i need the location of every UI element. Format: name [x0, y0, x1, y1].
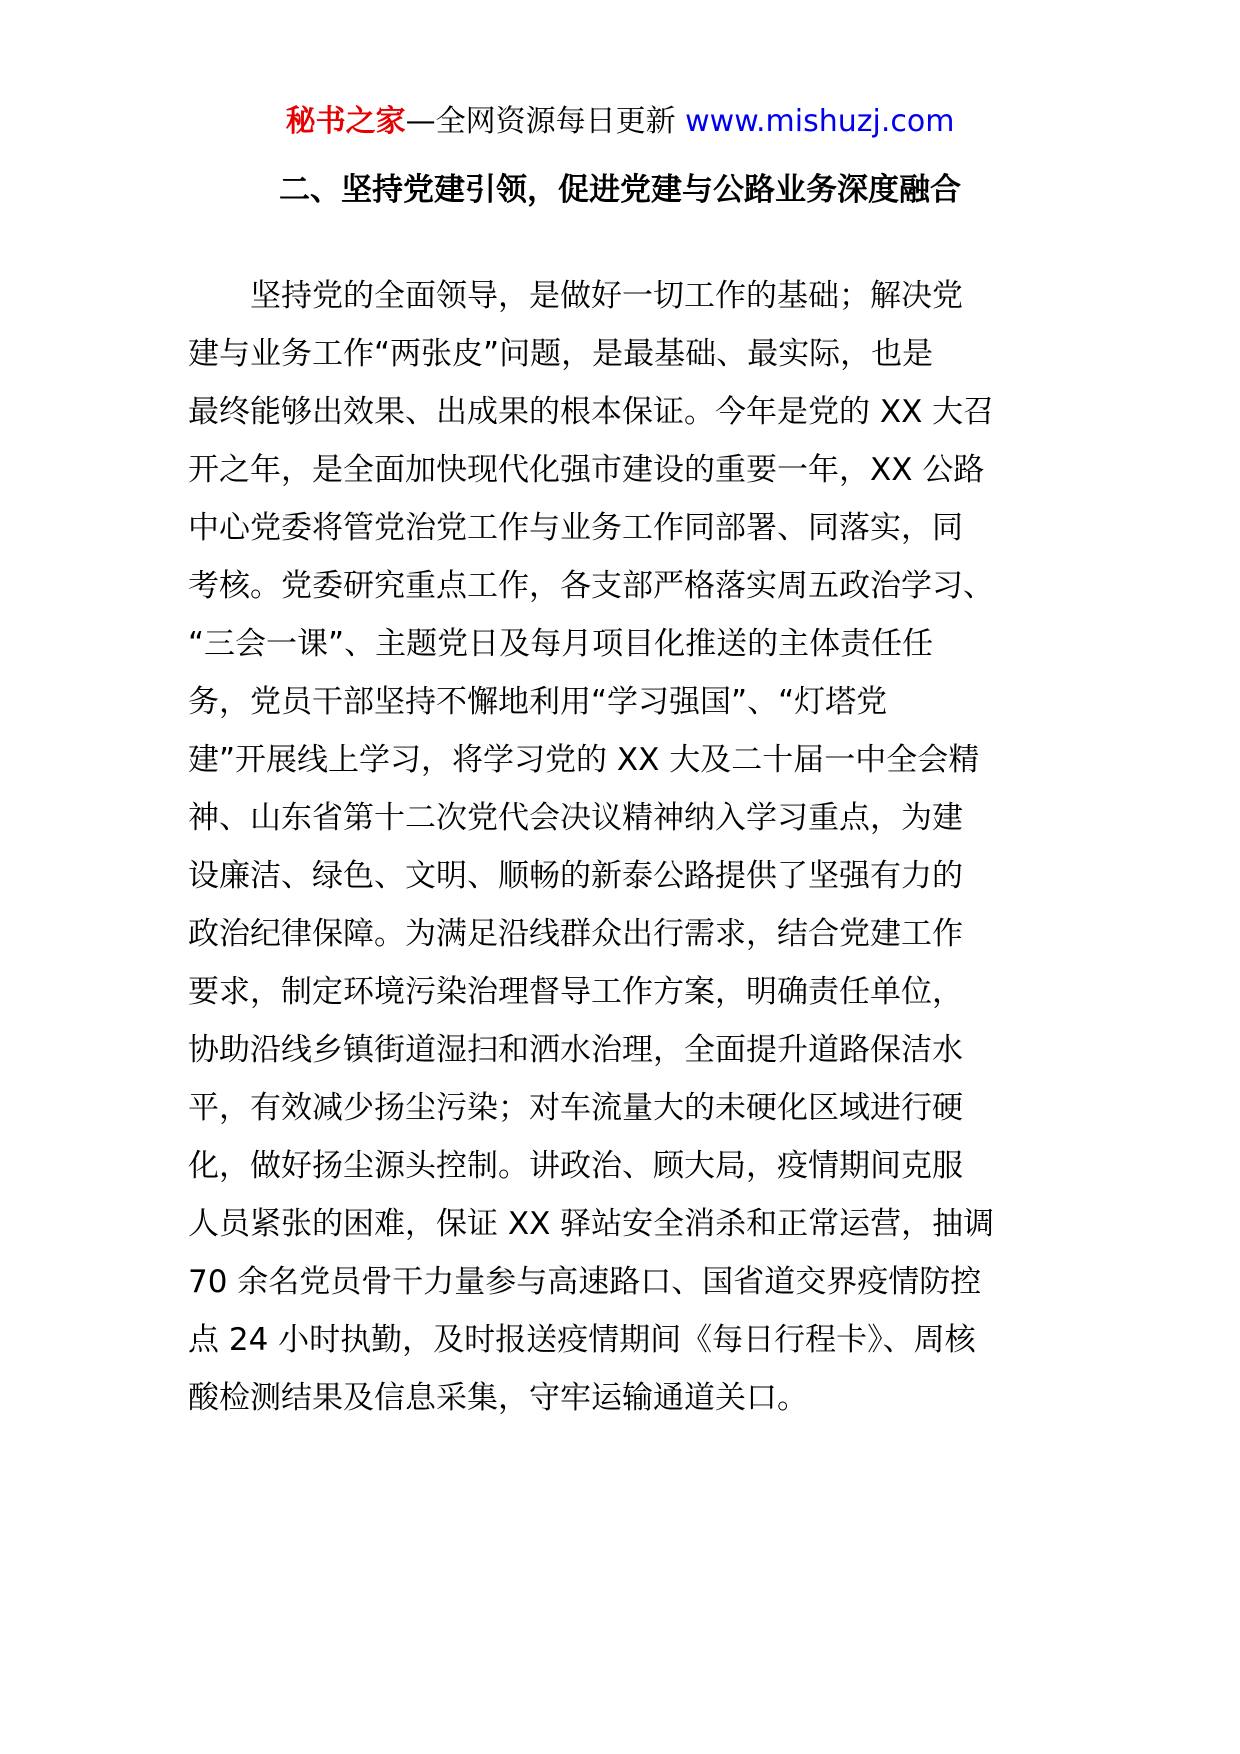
paragraph-line: 政治纪律保障。为满足沿线群众出行需求，结合党建工作 [188, 916, 963, 952]
paragraph-line: 开之年，是全面加快现代化强市建设的重要一年，XX 公路 [188, 452, 985, 488]
site-header [0, 102, 1240, 142]
header-slogan: —全网资源每日更新 [405, 104, 686, 139]
paragraph-line: 酸检测结果及信息采集，守牢运输通道关口。 [188, 1380, 808, 1416]
paragraph-line: 70 余名党员骨干力量参与高速路口、国省道交界疫情防控 [188, 1264, 982, 1300]
paragraph-line: 点 24 小时执勤，及时报送疫情期间《每日行程卡》、周核 [188, 1322, 976, 1358]
paragraph-line: 务，党员干部坚持不懈地利用“学习强国”、“灯塔党 [188, 684, 888, 720]
paragraph-line: 最终能够出效果、出成果的根本保证。今年是党的 XX 大召 [188, 394, 995, 430]
paragraph-line: 神、山东省第十二次党代会决议精神纳入学习重点，为建 [188, 800, 963, 836]
section-title: 二、坚持党建引领，促进党建与公路业务深度融合 [279, 172, 961, 208]
paragraph-line: 化，做好扬尘源头控制。讲政治、顾大局，疫情期间克服 [188, 1148, 963, 1184]
paragraph-line: 要求，制定环境污染治理督导工作方案，明确责任单位， [188, 974, 963, 1010]
paragraph-line: 设廉洁、绿色、文明、顺畅的新泰公路提供了坚强有力的 [188, 858, 963, 894]
paragraph-line: 建”开展线上学习，将学习党的 XX 大及二十届一中全会精 [188, 742, 980, 778]
paragraph-line: 中心党委将管党治党工作与业务工作同部署、同落实，同 [188, 510, 963, 546]
brand-name: 秘书之家 [285, 104, 406, 139]
paragraph-line: 考核。党委研究重点工作，各支部严格落实周五政治学习、 [188, 568, 994, 604]
paragraph-line: 建与业务工作“两张皮”问题，是最基础、最实际，也是 [188, 336, 934, 372]
paragraph-line: 协助沿线乡镇街道湿扫和洒水治理，全面提升道路保洁水 [188, 1032, 963, 1068]
paragraph-line: 平，有效减少扬尘污染；对车流量大的未硬化区域进行硬 [188, 1090, 963, 1126]
paragraph-line: 坚持党的全面领导，是做好一切工作的基础；解决党 [188, 278, 963, 314]
site-url-link[interactable]: www.mishuzj.com [685, 104, 955, 139]
paragraph-line: “三会一课”、主题党日及每月项目化推送的主体责任任 [188, 626, 934, 662]
paragraph-line: 人员紧张的困难，保证 XX 驿站安全消杀和正常运营，抽调 [188, 1206, 995, 1242]
